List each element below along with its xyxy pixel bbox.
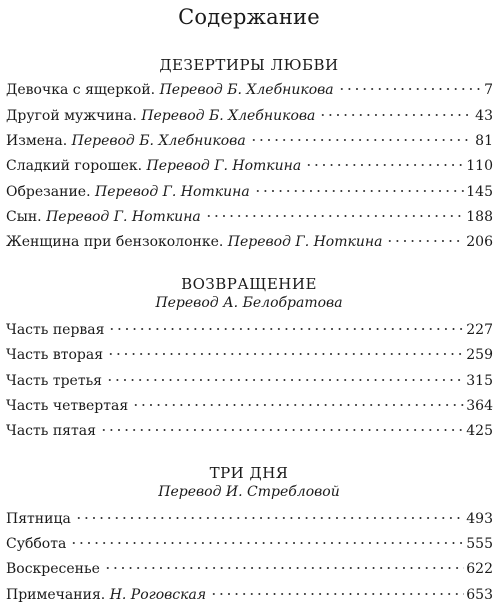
leader-dots <box>108 327 464 331</box>
entry-translator: Перевод Б. Хлебникова <box>141 108 316 124</box>
entry-title: Пятница <box>6 511 71 527</box>
entry-title: Сладкий горошек. Перевод Г. Ноткина <box>6 158 302 174</box>
entry-page: 145 <box>466 184 493 200</box>
entry-title: Часть вторая <box>6 347 104 363</box>
toc-entry[interactable] <box>6 209 493 229</box>
page-title: Содержание <box>178 5 320 29</box>
leader-dots <box>107 352 464 356</box>
entry-title: Другой мужчина. Перевод Б. Хлебникова <box>6 108 316 124</box>
entry-page: 43 <box>475 108 493 124</box>
leader-dots <box>319 113 473 117</box>
entry-page: 7 <box>484 82 493 98</box>
toc-entry[interactable] <box>6 184 493 204</box>
section-title: ДЕЗЕРТИРЫ ЛЮБВИ <box>159 56 339 74</box>
toc-entry[interactable] <box>6 133 493 153</box>
section-title: ТРИ ДНЯ <box>209 464 289 482</box>
entry-page: 555 <box>466 536 493 552</box>
toc-entry[interactable] <box>6 108 493 128</box>
entry-page: 188 <box>466 209 493 225</box>
entry-translator: Перевод Г. Ноткина <box>46 209 201 225</box>
entry-translator: Перевод Б. Хлебникова <box>71 133 246 149</box>
leader-dots <box>100 428 464 432</box>
leader-dots <box>104 566 464 570</box>
entry-translator: Н. Роговская <box>109 587 207 603</box>
entry-page: 81 <box>475 133 493 149</box>
entry-page: 425 <box>466 423 493 439</box>
toc-entry[interactable] <box>6 511 493 531</box>
toc-entry[interactable] <box>6 347 493 367</box>
toc-entry[interactable] <box>6 536 493 556</box>
entry-title: Часть четвертая <box>6 398 129 414</box>
entry-page: 206 <box>466 234 493 250</box>
entry-title: Часть пятая <box>6 423 96 439</box>
toc-entry[interactable] <box>6 322 493 342</box>
entry-title: Сын. Перевод Г. Ноткина <box>6 209 201 225</box>
entry-title: Девочка с ящеркой. Перевод Б. Хлебникова <box>6 82 334 98</box>
leader-dots <box>305 163 464 167</box>
leader-dots <box>210 592 464 596</box>
entry-title: Воскресенье <box>6 561 100 577</box>
section-title: ВОЗВРАЩЕНИЕ <box>181 275 317 293</box>
toc-entry[interactable] <box>6 561 493 581</box>
entry-page: 493 <box>466 511 493 527</box>
entry-title: Примечания. Н. Роговская <box>6 587 207 603</box>
entry-page: 364 <box>466 398 493 414</box>
entry-translator: Перевод Б. Хлебникова <box>159 82 334 98</box>
toc-entry[interactable] <box>6 398 493 418</box>
leader-dots <box>70 541 464 545</box>
leader-dots <box>254 189 465 193</box>
entry-translator: Перевод Г. Ноткина <box>227 234 383 250</box>
toc-entry[interactable] <box>6 373 493 393</box>
entry-page: 653 <box>466 587 493 603</box>
entry-page: 227 <box>466 322 493 338</box>
leader-dots <box>338 87 482 91</box>
entry-page: 622 <box>466 561 493 577</box>
leader-dots <box>132 403 464 407</box>
section-translator: Перевод А. Белобратова <box>155 295 343 311</box>
leader-dots <box>106 378 464 382</box>
leader-dots <box>250 138 473 142</box>
entry-title: Часть первая <box>6 322 105 338</box>
toc-entry-notes[interactable] <box>6 587 493 607</box>
leader-dots <box>205 214 465 218</box>
entry-translator: Перевод Г. Ноткина <box>146 158 302 174</box>
entry-translator: Перевод Г. Ноткина <box>95 184 250 200</box>
toc-entry[interactable] <box>6 423 493 443</box>
leader-dots <box>75 516 464 520</box>
leader-dots <box>386 239 464 243</box>
entry-title: Часть третья <box>6 373 103 389</box>
entry-title: Суббота <box>6 536 67 552</box>
section-translator: Перевод И. Стребловой <box>158 484 340 500</box>
entry-title: Измена. Перевод Б. Хлебникова <box>6 133 246 149</box>
entry-page: 259 <box>466 347 493 363</box>
toc-entry[interactable] <box>6 82 493 102</box>
entry-title: Обрезание. Перевод Г. Ноткина <box>6 184 250 200</box>
entry-title: Женщина при бензоколонке. Перевод Г. Ноткина <box>6 234 383 250</box>
entry-page: 110 <box>466 158 493 174</box>
entry-page: 315 <box>466 373 493 389</box>
toc-entry[interactable] <box>6 234 493 254</box>
toc-entry[interactable] <box>6 158 493 178</box>
